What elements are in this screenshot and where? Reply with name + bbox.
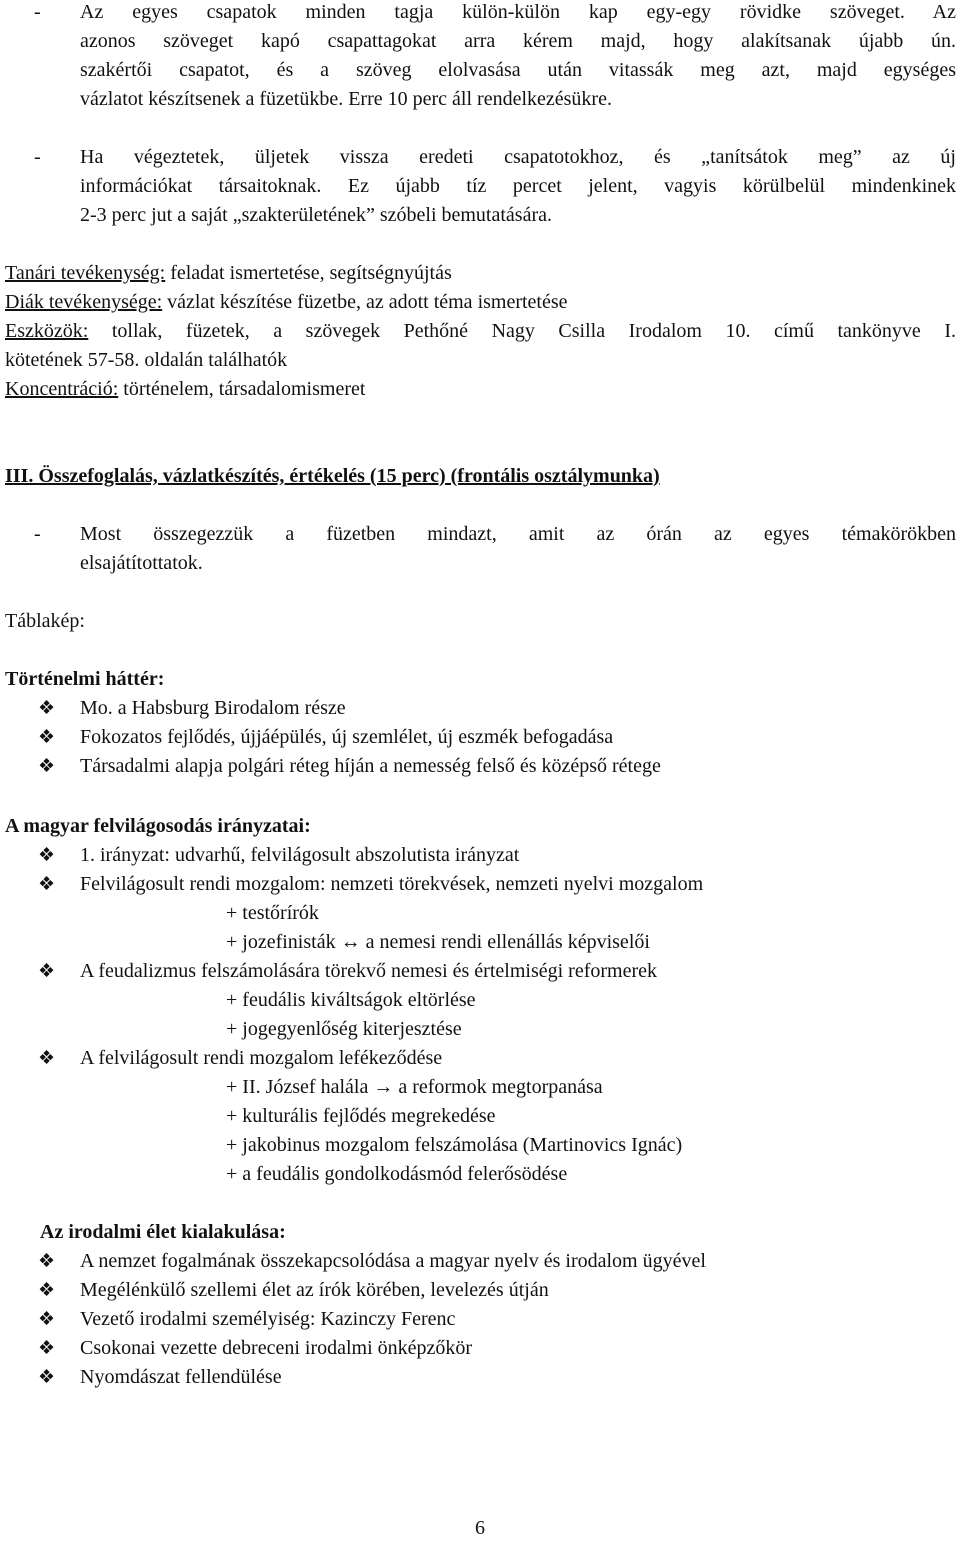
summary-line-1: Most összegezzük a füzetben mindazt, amit az órán az egyes témakörökben bbox=[80, 523, 956, 545]
koncentracio-text: történelem, társadalomismeret bbox=[118, 378, 366, 400]
intro-item-1-line-4: vázlatot készítsenek a füzetükbe. Erre 10 perc áll rendelkezésükre. bbox=[80, 88, 612, 110]
iranyzat-item-3: A feudalizmus felszámolására törekvő nemesi és értelmiségi reformerek bbox=[80, 960, 657, 982]
iranyzat-item-4-sub-3: + jakobinus mozgalom felszámolása (Martinovics Ignác) bbox=[226, 1134, 683, 1156]
eszkozok-text: tollak, füzetek, a szövegek Pethőné Nagy Csilla Irodalom 10. című tankönyve I. bbox=[88, 320, 956, 342]
diak-text: vázlat készítése füzetbe, az adott téma ismertetése bbox=[162, 291, 568, 313]
diamond-bullet-icon: ❖ bbox=[38, 1280, 56, 1301]
iranyzat-item-1: 1. irányzat: udvarhű, felvilágosult abszolutista irányzat bbox=[80, 844, 520, 866]
iranyzat-item-2-sub-2: + jozefinisták ↔ a nemesi rendi ellenállás képviselői bbox=[226, 931, 650, 953]
iranyzat-item-2-sub-1: + testőrírók bbox=[226, 902, 319, 924]
list-dash: - bbox=[34, 523, 41, 545]
intro-item-1-line-3: szakértői csapatot, és a szöveg elolvasása után vitassák meg azt, majd egységes bbox=[80, 59, 956, 81]
koncentracio-label: Koncentráció: bbox=[5, 378, 119, 400]
diamond-bullet-icon: ❖ bbox=[38, 1048, 56, 1069]
list-dash: - bbox=[34, 1, 41, 23]
iranyzat-item-4: A felvilágosult rendi mozgalom lefékeződése bbox=[80, 1047, 443, 1069]
intro-item-1-line-2: azonos szöveget kapó csapattagokat arra kérem majd, hogy alakítsanak újabb ún. bbox=[80, 30, 956, 52]
iranyzat-item-2: Felvilágosult rendi mozgalom: nemzeti törekvések, nemzeti nyelvi mozgalom bbox=[80, 873, 704, 895]
eszkozok-line bbox=[5, 317, 956, 346]
tablakep-label: Táblakép: bbox=[5, 610, 85, 632]
tanari-text: feladat ismertetése, segítségnyújtás bbox=[165, 262, 452, 284]
intro-item-2-line-3: 2-3 perc jut a saját „szakterületének” szóbeli bemutatására. bbox=[80, 204, 552, 226]
iranyzat-item-4-sub-4: + a feudális gondolkodásmód felerősödése bbox=[226, 1163, 568, 1185]
diak-line bbox=[5, 288, 568, 317]
diamond-bullet-icon: ❖ bbox=[38, 961, 56, 982]
tortenelmi-item-1: Mo. a Habsburg Birodalom része bbox=[80, 697, 346, 719]
iranyzat-item-3-sub-1: + feudális kiváltságok eltörlése bbox=[226, 989, 476, 1011]
diamond-bullet-icon: ❖ bbox=[38, 845, 56, 866]
koncentracio-line bbox=[5, 375, 365, 404]
page-number: 6 bbox=[475, 1517, 485, 1539]
iranyzatok-heading: A magyar felvilágosodás irányzatai: bbox=[5, 815, 311, 837]
irodalmi-item-2: Megélénkülő szellemi élet az írók körében, levelezés útján bbox=[80, 1279, 549, 1301]
irodalmi-item-4: Csokonai vezette debreceni irodalmi önképzőkör bbox=[80, 1337, 473, 1359]
iranyzat-item-3-sub-2: + jogegyenlőség kiterjesztése bbox=[226, 1018, 462, 1040]
irodalmi-item-3: Vezető irodalmi személyiség: Kazinczy Ferenc bbox=[80, 1308, 456, 1330]
tortenelmi-item-2: Fokozatos fejlődés, újjáépülés, új szemlélet, új eszmék befogadása bbox=[80, 726, 614, 748]
irodalmi-item-5: Nyomdászat fellendülése bbox=[80, 1366, 282, 1388]
irodalmi-heading: Az irodalmi élet kialakulása: bbox=[40, 1221, 286, 1243]
tortenelmi-item-3: Társadalmi alapja polgári réteg híján a nemesség felső és középső rétege bbox=[80, 755, 661, 777]
irodalmi-item-1: A nemzet fogalmának összekapcsolódása a magyar nyelv és irodalom ügyével bbox=[80, 1250, 706, 1272]
diamond-bullet-icon: ❖ bbox=[38, 1338, 56, 1359]
intro-item-1-line-1: Az egyes csapatok minden tagja külön-külön kap egy-egy rövidke szöveget. Az bbox=[80, 1, 956, 23]
tanari-line bbox=[5, 259, 452, 288]
intro-item-2-line-1: Ha végeztetek, üljetek vissza eredeti csapatotokhoz, és „tanítsátok meg” az új bbox=[80, 146, 956, 168]
iranyzat-item-4-sub-1: + II. József halála → a reformok megtorpanása bbox=[226, 1076, 603, 1098]
iranyzat-item-4-sub-2: + kulturális fejlődés megrekedése bbox=[226, 1105, 496, 1127]
tanari-label: Tanári tevékenység: bbox=[5, 262, 166, 284]
tortenelmi-heading: Történelmi háttér: bbox=[5, 668, 165, 690]
diak-label: Diák tevékenysége: bbox=[5, 291, 163, 313]
intro-item-2-line-2: információkat társaitoknak. Ez újabb tíz percet jelent, vagyis körülbelül mindenkinek bbox=[80, 175, 956, 197]
diamond-bullet-icon: ❖ bbox=[38, 698, 56, 719]
list-dash: - bbox=[34, 146, 41, 168]
diamond-bullet-icon: ❖ bbox=[38, 1309, 56, 1330]
eszkozok-label: Eszközök: bbox=[5, 320, 89, 342]
diamond-bullet-icon: ❖ bbox=[38, 727, 56, 748]
eszkozok-line-2: kötetének 57-58. oldalán találhatók bbox=[5, 349, 288, 371]
diamond-bullet-icon: ❖ bbox=[38, 756, 56, 777]
diamond-bullet-icon: ❖ bbox=[38, 1251, 56, 1272]
summary-line-2: elsajátítottatok. bbox=[80, 552, 203, 574]
diamond-bullet-icon: ❖ bbox=[38, 1367, 56, 1388]
section-heading: III. Összefoglalás, vázlatkészítés, értékelés (15 perc) (frontális osztálymunka) bbox=[5, 465, 660, 487]
diamond-bullet-icon: ❖ bbox=[38, 874, 56, 895]
